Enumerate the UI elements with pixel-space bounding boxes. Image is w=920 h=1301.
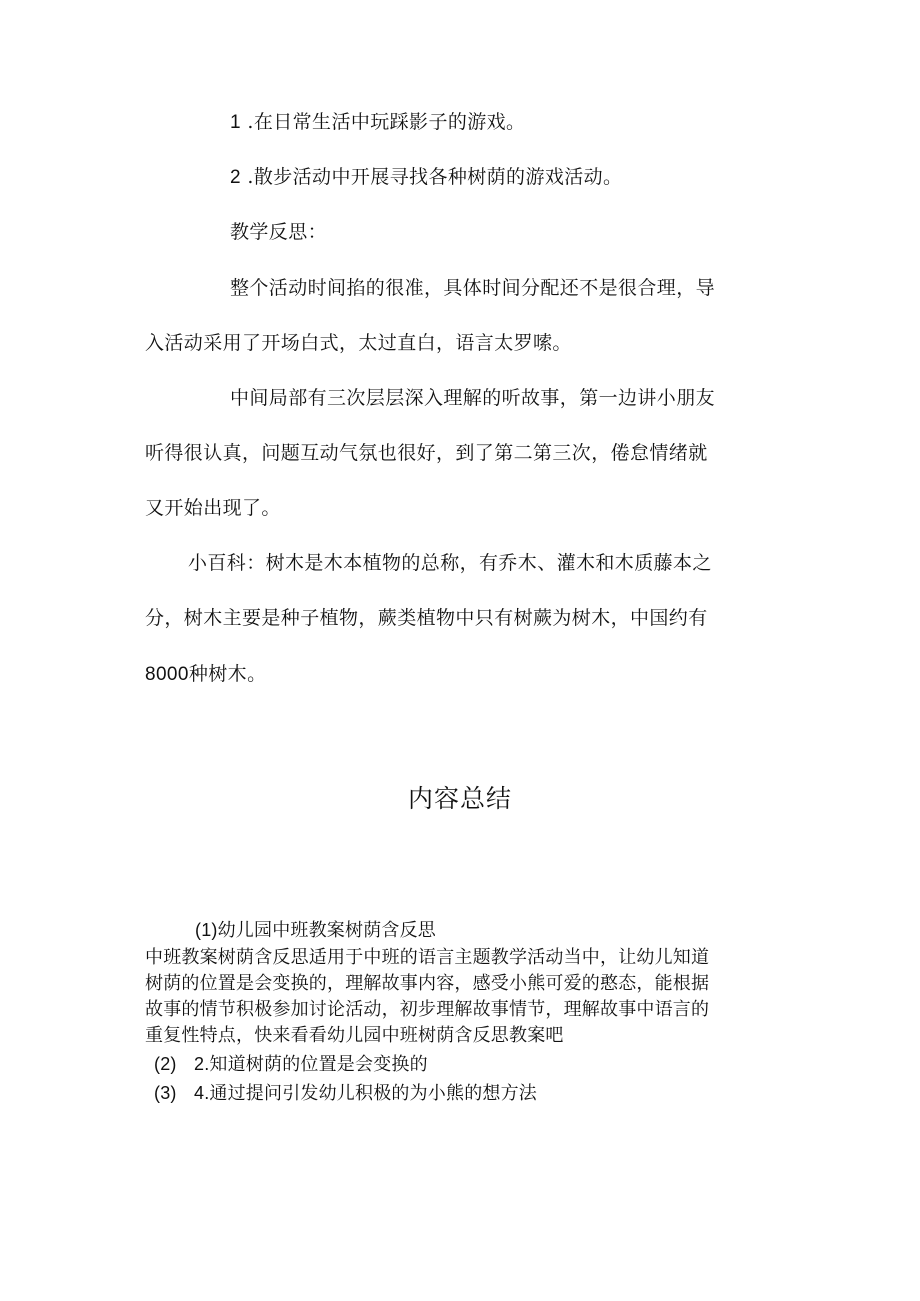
summary-item-1-marker: (1) bbox=[195, 920, 218, 940]
extension-item-2-text: .散步活动中开展寻找各种树荫的游戏活动。 bbox=[247, 166, 623, 188]
extension-item-1 bbox=[230, 110, 525, 135]
summary-title: 内容总结 bbox=[407, 784, 512, 813]
summary-item-3-text: 4.通过提问引发幼儿积极的为小熊的想方法 bbox=[194, 1083, 538, 1103]
summary-desc-line-3: 故事的情节积极参加讨论活动，初步理解故事情节，理解故事中语言的 bbox=[145, 999, 710, 1020]
encyclopedia-line-2: 分，树木主要是种子植物，蕨类植物中只有树蕨为树木，中国约有 bbox=[145, 607, 708, 629]
summary-item-2-marker: (2) bbox=[154, 1054, 177, 1074]
summary-item-2 bbox=[154, 1051, 428, 1078]
summary-item-1-text: 幼儿园中班教案树荫含反思 bbox=[217, 920, 437, 941]
reflection-heading: 教学反思： bbox=[230, 221, 328, 243]
extension-item-1-text: .在日常生活中玩踩影子的游戏。 bbox=[247, 111, 526, 133]
summary-desc-line-2: 树荫的位置是会变换的，理解故事内容，感受小熊可爱的憨态，能根据 bbox=[145, 973, 710, 994]
extension-item-2 bbox=[230, 165, 622, 190]
reflection-paragraph-2-line-2: 听得很认真，问题互动气氛也很好，到了第二第三次，倦怠情绪就 bbox=[145, 442, 708, 464]
extension-item-1-number: 1 bbox=[230, 112, 241, 133]
encyclopedia-line-1: 小百科：树木是木本植物的总称，有乔木、灌木和木质藤本之 bbox=[188, 552, 712, 574]
summary-desc-line-4: 重复性特点，快来看看幼儿园中班树荫含反思教案吧 bbox=[145, 1025, 564, 1046]
reflection-paragraph-2-line-1: 中间局部有三次层层深入理解的听故事，第一边讲小朋友 bbox=[230, 387, 716, 409]
encyclopedia-tree-count: 8000 bbox=[145, 664, 189, 685]
summary-item-2-text: 2.知道树荫的位置是会变换的 bbox=[194, 1054, 428, 1074]
summary-desc-line-1: 中班教案树荫含反思适用于中班的语言主题教学活动当中，让幼儿知道 bbox=[145, 947, 710, 968]
encyclopedia-line-3-text: 种树木。 bbox=[188, 663, 267, 685]
extension-item-2-number: 2 bbox=[230, 167, 241, 188]
reflection-paragraph-1-line-2: 入活动采用了开场白式，太过直白，语言太罗嗦。 bbox=[145, 332, 572, 354]
reflection-paragraph-1-line-1: 整个活动时间掐的很准，具体时间分配还不是很合理，导 bbox=[230, 277, 716, 299]
summary-item-3 bbox=[154, 1080, 537, 1107]
reflection-paragraph-2-line-3: 又开始出现了。 bbox=[145, 497, 281, 519]
encyclopedia-line-3 bbox=[145, 662, 266, 687]
summary-item-1 bbox=[195, 917, 436, 944]
summary-item-3-marker: (3) bbox=[154, 1083, 177, 1103]
